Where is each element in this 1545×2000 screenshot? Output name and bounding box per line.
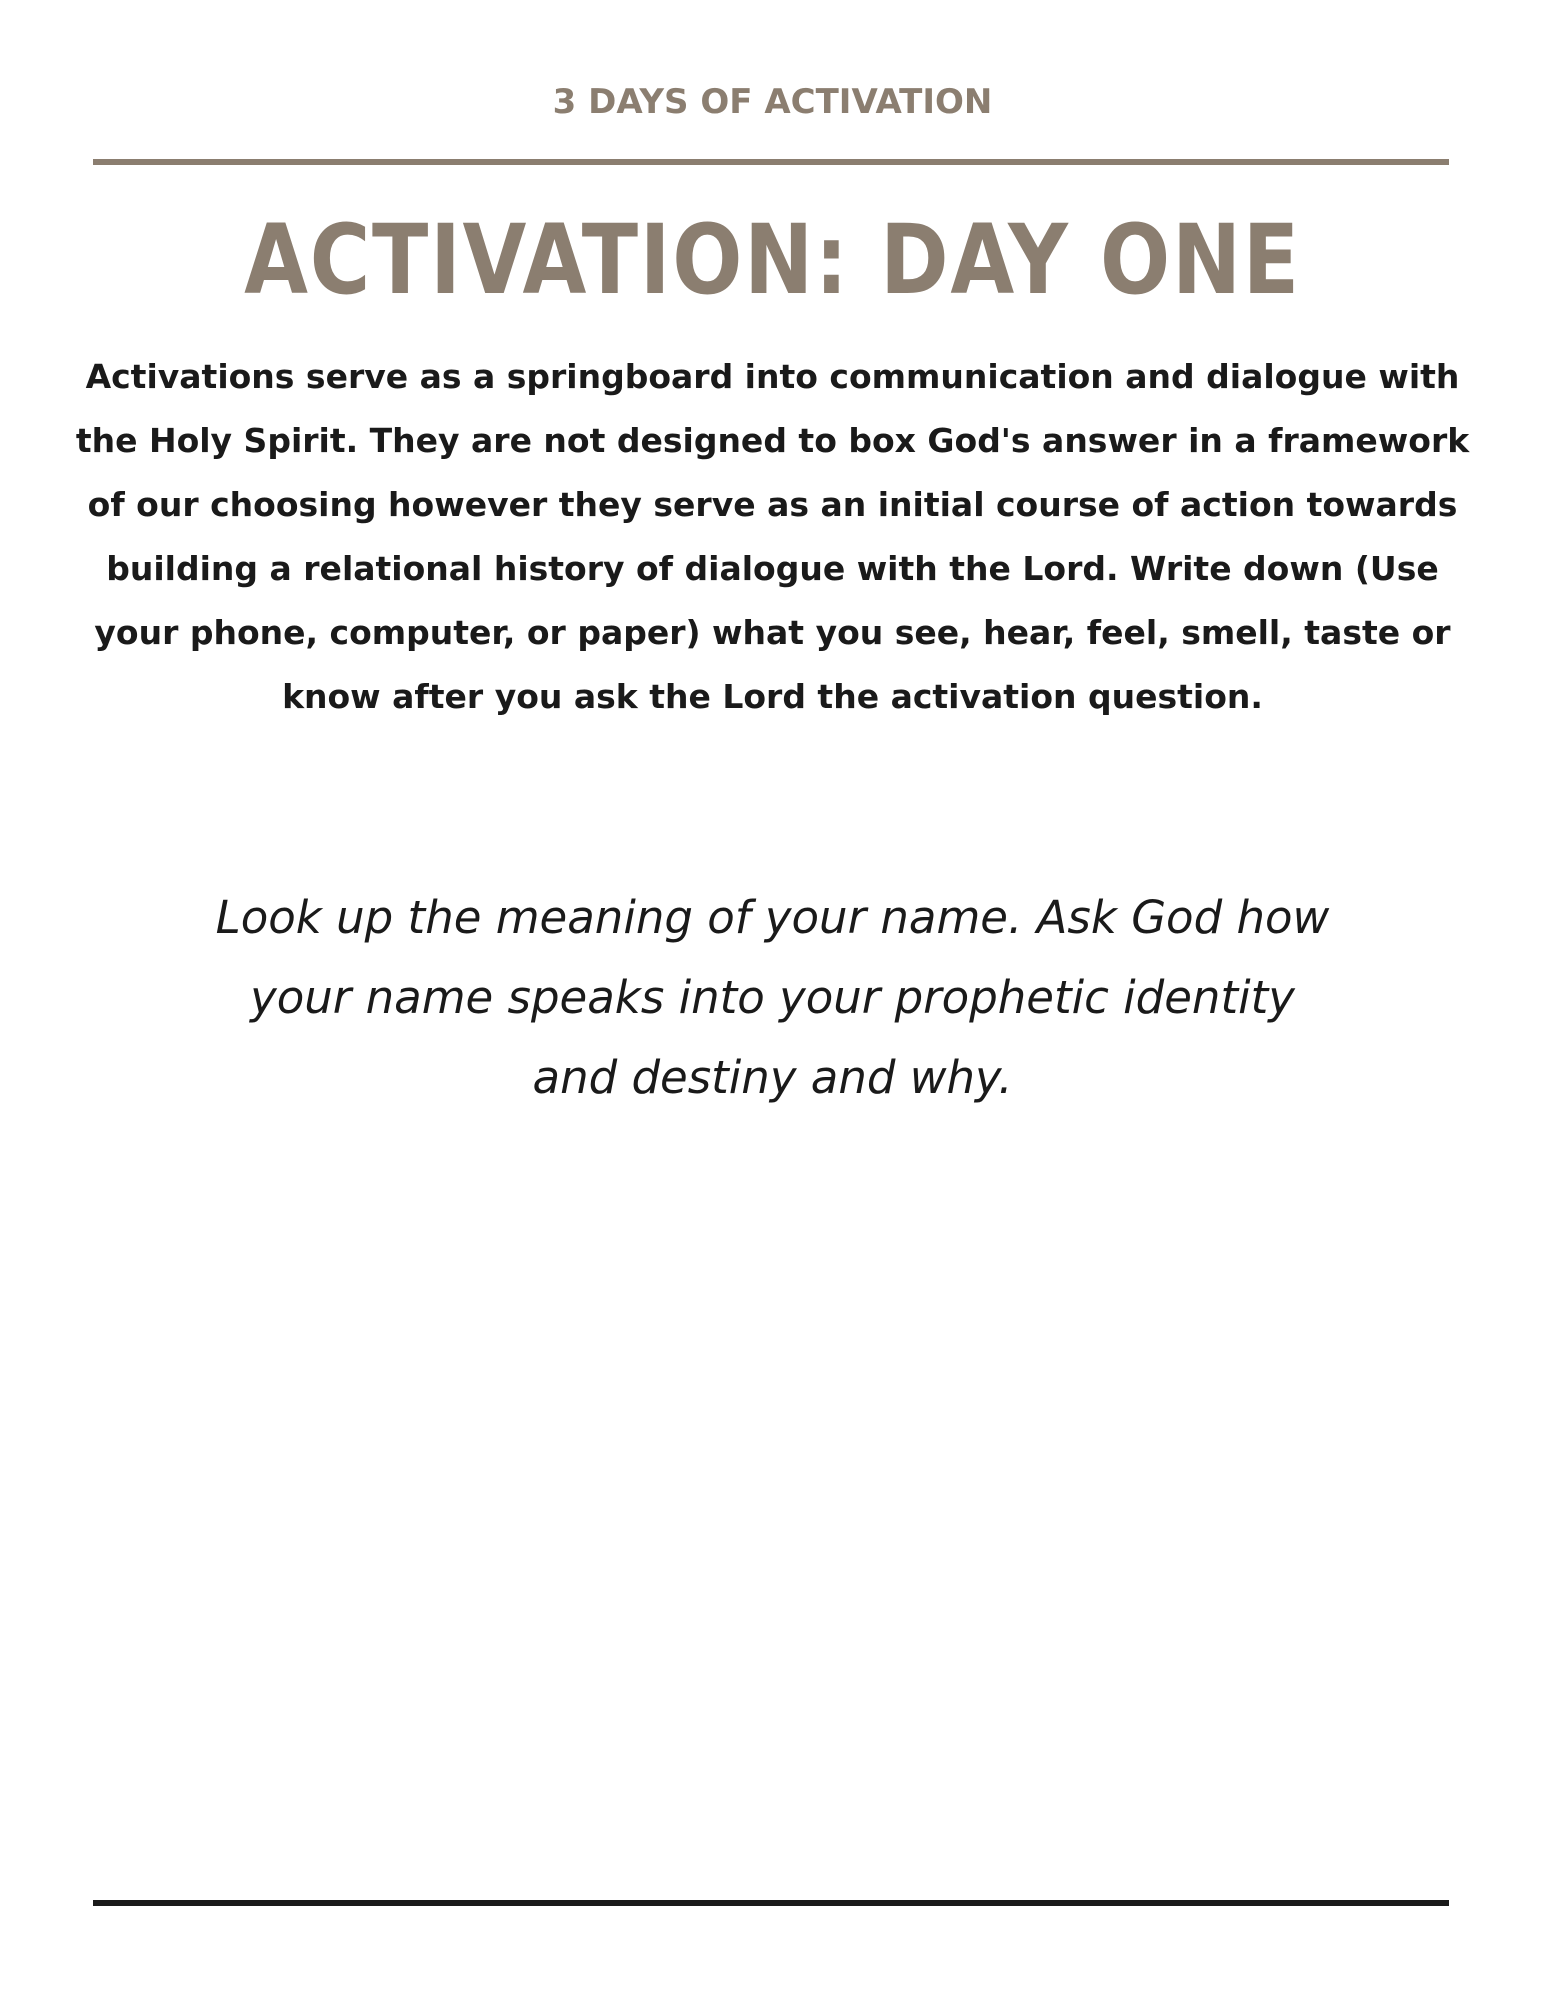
header-label: 3 DAYS OF ACTIVATION xyxy=(552,82,993,122)
activation-question-line: and destiny and why. xyxy=(532,1051,1013,1104)
page-title: ACTIVATION: DAY ONE xyxy=(244,204,1301,316)
top-divider xyxy=(93,159,1449,165)
activation-question-line: Look up the meaning of your name. Ask God how xyxy=(215,891,1330,944)
intro-paragraph: Activations serve as a springboard into communication and dialogue with the Holy Spirit. They are not designed to box God's answer in a framework of our choosing however they serve as an initial course of action towards building a relational history of dialogue with the Lord. Write down (Use your phone, computer, or paper) what you see, hear, feel, smell, taste or know after you ask the Lord the activation question. xyxy=(75,357,1470,716)
activation-question-line: your name speaks into your prophetic identity xyxy=(250,971,1295,1024)
activation-question xyxy=(190,878,1355,1118)
bottom-divider xyxy=(93,1900,1449,1906)
